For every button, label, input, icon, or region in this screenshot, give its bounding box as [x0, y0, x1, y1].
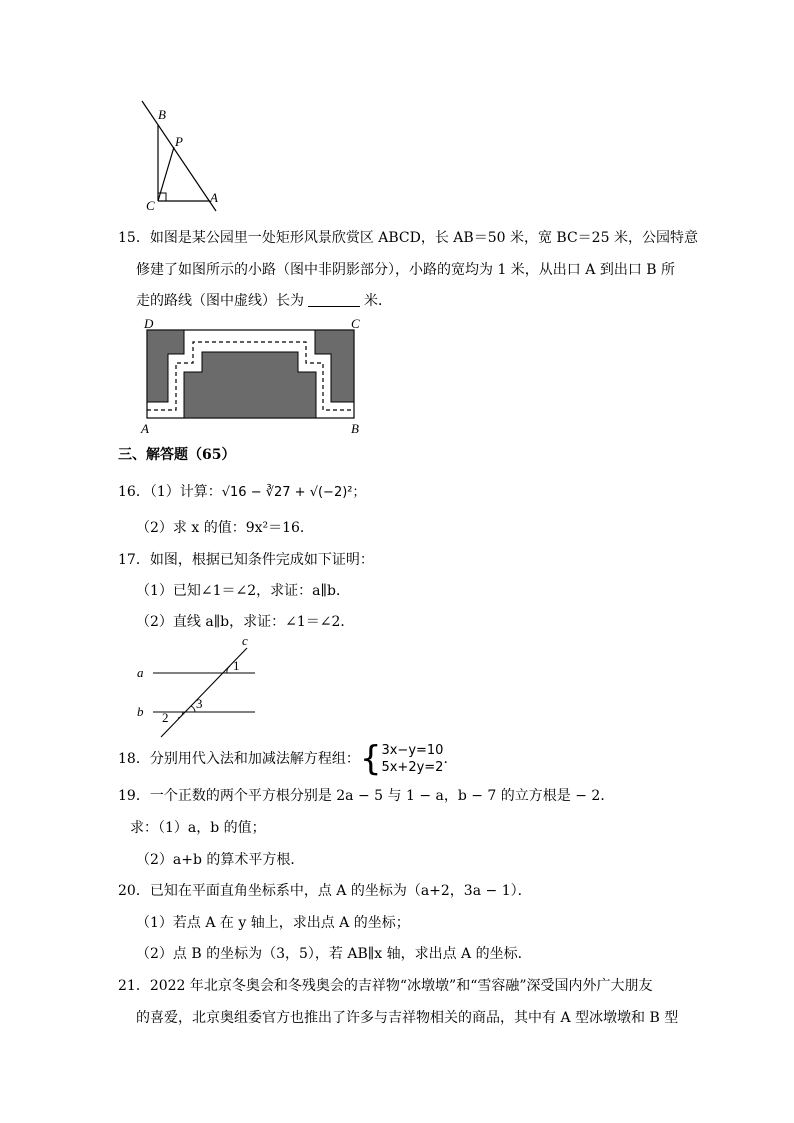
label-a: A: [210, 190, 218, 205]
q15-line3: [136, 291, 392, 311]
q19-stem: 19．一个正数的两个平方根分别是 2a − 5 与 1 − a，b − 7 的立方根是 − 2．: [118, 788, 615, 804]
q20-stem: 20．已知在平面直角坐标系中，点 A 的坐标为（a+2，3a − 1）．: [118, 883, 532, 899]
equation-system: [381, 742, 443, 776]
label-angle-3: 3: [196, 696, 203, 711]
q20-part1: （1）若点 A 在 y 轴上，求出点 A 的坐标；: [136, 915, 410, 931]
q15-line2: 修建了如图所示的小路（图中非阴影部分），小路的宽均为 1 米，从出口 A 到出口 B 所: [136, 262, 676, 278]
label-p: P: [175, 134, 183, 149]
q16-expression: √16 − ∛27 + √(−2)²；: [221, 485, 366, 500]
q18-stem: 18．分别用代入法和加减法解方程组：: [118, 751, 360, 767]
q15-line1: 15．如图是某公园里一处矩形风景欣赏区 ABCD，长 AB＝50 米，宽 BC＝25 米，公园特意: [118, 230, 698, 246]
q19-part2: （2）a+b 的算术平方根．: [136, 852, 305, 868]
answer-blank: [308, 292, 360, 307]
section-title: 三、解答题（65）: [118, 447, 236, 463]
label-line-b: b: [137, 704, 144, 719]
q18-end: .: [443, 751, 448, 767]
q21-line2: 的喜爱，北京奥组委官方也推出了许多与吉祥物相关的商品，其中有 A 型冰墩墩和 B 型: [136, 1010, 679, 1026]
q18: [118, 739, 448, 779]
angle-arc-3: [191, 706, 195, 712]
label-d: D: [144, 316, 154, 331]
label-angle-2: 2: [162, 710, 169, 725]
q17-part2: （2）直线 a∥b，求证：∠1＝∠2．: [136, 614, 355, 630]
label-c2: C: [351, 316, 360, 331]
q16-part1: [118, 482, 366, 503]
label-line-a: a: [137, 665, 144, 680]
label-b: B: [158, 107, 166, 122]
equation-brace: {: [359, 739, 382, 779]
label-angle-1: 1: [233, 658, 240, 673]
label-b2: B: [351, 421, 359, 436]
angle-arc-1: [227, 666, 230, 673]
q17-part1: （1）已知∠1＝∠2，求证：a∥b．: [136, 583, 350, 599]
q19-part1: 求：（1）a，b 的值；: [130, 820, 266, 836]
label-a2: A: [141, 421, 149, 436]
q20-part2: （2）点 B 的坐标为（3，5），若 AB∥x 轴，求出点 A 的坐标．: [136, 946, 532, 962]
q17-stem: 17．如图，根据已知条件完成如下证明：: [118, 552, 374, 568]
label-line-c: c: [242, 633, 248, 648]
q15-line3-before: 走的路线（图中虚线）长为: [136, 293, 304, 309]
q16-part1-prefix: 16．（1）计算：: [118, 484, 222, 500]
park-figure: [146, 329, 356, 421]
q21-line1: 21．2022 年北京冬奥会和冬残奥会的吉祥物“冰墩墩”和“雪容融”深受国内外广大朋友: [118, 978, 653, 994]
angle-arc-2: [178, 712, 183, 718]
q15-line3-after: 米．: [364, 293, 392, 309]
shaded-center: [184, 352, 316, 418]
line-bp-extended: [142, 101, 216, 211]
q16-part2: （2）求 x 的值：9x²＝16．: [136, 520, 314, 536]
equation-1: 3x−y=10: [381, 743, 444, 758]
equation-2: 5x+2y=2: [381, 760, 444, 775]
label-c: C: [146, 198, 155, 213]
